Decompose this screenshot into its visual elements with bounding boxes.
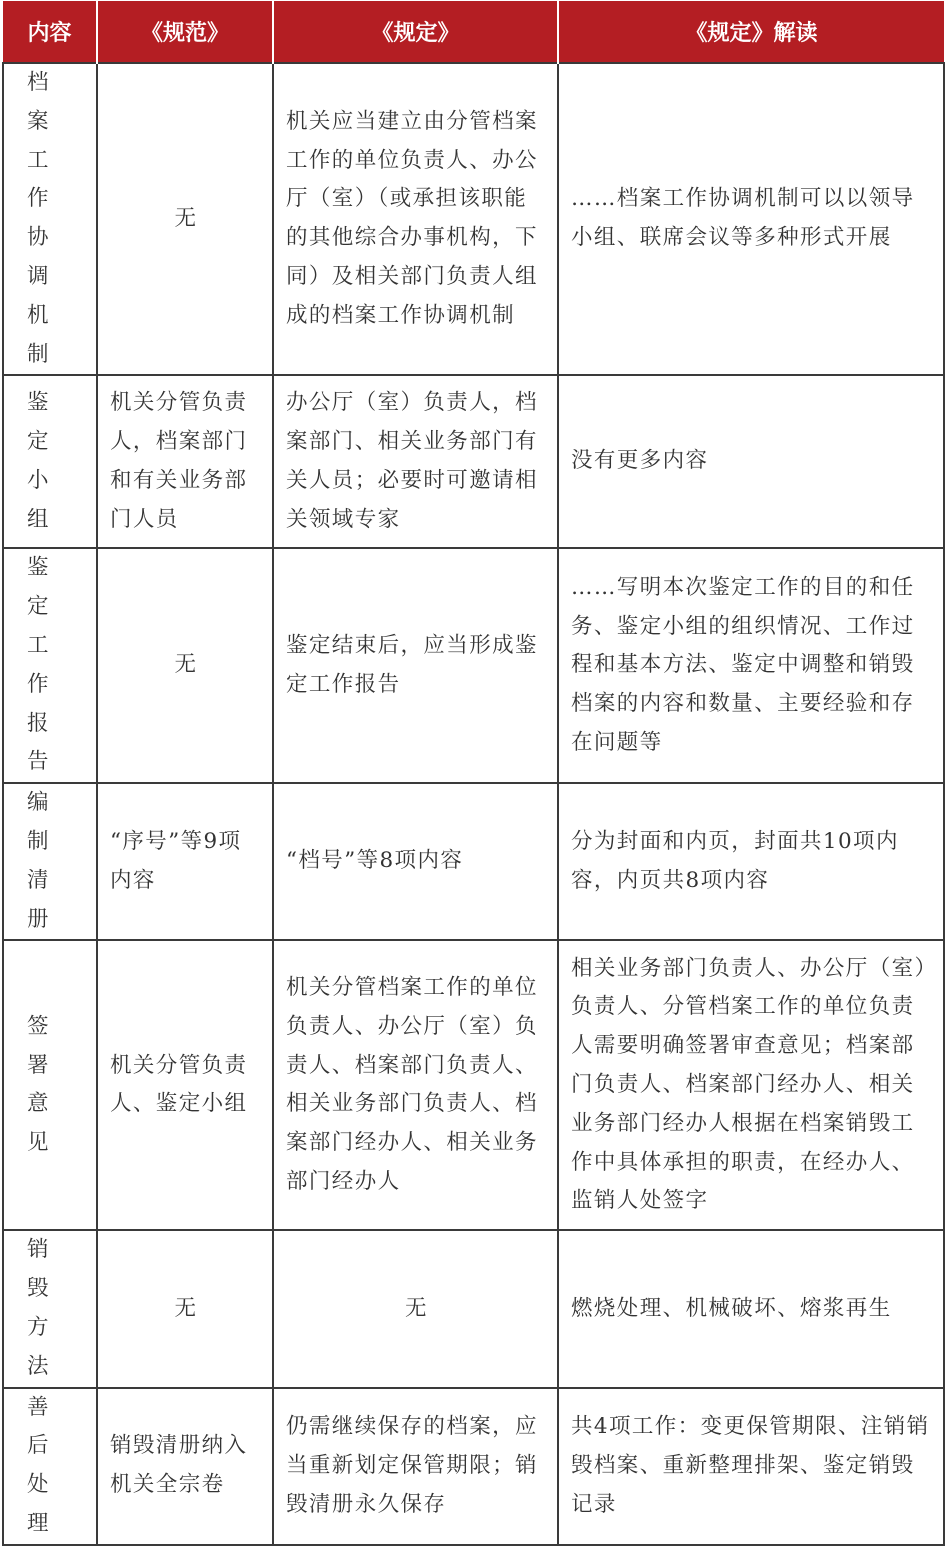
row-regulation: 办公厅（室）负责人，档案部门、相关业务部门有关人员；必要时可邀请相关领域专家 <box>273 375 558 548</box>
table-row <box>3 1230 944 1387</box>
row-topic: 鉴定工作报告 <box>3 548 97 783</box>
table-row <box>3 375 944 548</box>
row-regulation: 机关应当建立由分管档案工作的单位负责人、办公厅（室）（或承担该职能的其他综合办事机构，下同）及相关部门负责人组成的档案工作协调机制 <box>273 63 558 375</box>
table-row <box>3 783 944 940</box>
header-content: 内容 <box>3 1 97 63</box>
table-row <box>3 940 944 1230</box>
row-regulation: 无 <box>273 1230 558 1387</box>
row-interpretation: 相关业务部门负责人、办公厅（室）负责人、分管档案工作的单位负责人需要明确签署审查意见；档案部门负责人、档案部门经办人、相关业务部门经办人根据在档案销毁工作中具体承担的职责，在经办人、监销人处签字 <box>558 940 944 1230</box>
header-norm: 《规范》 <box>97 1 273 63</box>
row-topic: 签署意见 <box>3 940 97 1230</box>
row-topic: 档案工作协调机制 <box>3 63 97 375</box>
row-interpretation: ……写明本次鉴定工作的目的和任务、鉴定小组的组织情况、工作过程和基本方法、鉴定中调整和销毁档案的内容和数量、主要经验和存在问题等 <box>558 548 944 783</box>
row-interpretation: 没有更多内容 <box>558 375 944 548</box>
row-regulation: “档号”等8项内容 <box>273 783 558 940</box>
row-norm: 无 <box>97 548 273 783</box>
row-regulation: 仍需继续保存的档案，应当重新划定保管期限；销毁清册永久保存 <box>273 1388 558 1545</box>
row-regulation: 鉴定结束后，应当形成鉴定工作报告 <box>273 548 558 783</box>
row-norm: 销毁清册纳入机关全宗卷 <box>97 1388 273 1545</box>
row-interpretation: 分为封面和内页，封面共10项内容，内页共8项内容 <box>558 783 944 940</box>
row-norm: 无 <box>97 1230 273 1387</box>
comparison-table <box>2 1 945 1546</box>
row-regulation: 机关分管档案工作的单位负责人、办公厅（室）负责人、档案部门负责人、相关业务部门负责人、档案部门经办人、相关业务部门经办人 <box>273 940 558 1230</box>
row-interpretation: 燃烧处理、机械破坏、熔浆再生 <box>558 1230 944 1387</box>
row-interpretation: ……档案工作协调机制可以以领导小组、联席会议等多种形式开展 <box>558 63 944 375</box>
row-interpretation: 共4项工作：变更保管期限、注销销毁档案、重新整理排架、鉴定销毁记录 <box>558 1388 944 1545</box>
row-norm: 无 <box>97 63 273 375</box>
table-row <box>3 548 944 783</box>
table-row <box>3 63 944 375</box>
table-row <box>3 1388 944 1545</box>
row-topic: 鉴定小组 <box>3 375 97 548</box>
row-norm: “序号”等9项内容 <box>97 783 273 940</box>
row-topic: 销毁方法 <box>3 1230 97 1387</box>
row-topic: 善后处理 <box>3 1388 97 1545</box>
header-regulation: 《规定》 <box>273 1 558 63</box>
table-header-row <box>3 1 944 63</box>
header-interpretation: 《规定》解读 <box>558 1 944 63</box>
row-topic: 编制清册 <box>3 783 97 940</box>
row-norm: 机关分管负责人，档案部门和有关业务部门人员 <box>97 375 273 548</box>
row-norm: 机关分管负责人、鉴定小组 <box>97 940 273 1230</box>
